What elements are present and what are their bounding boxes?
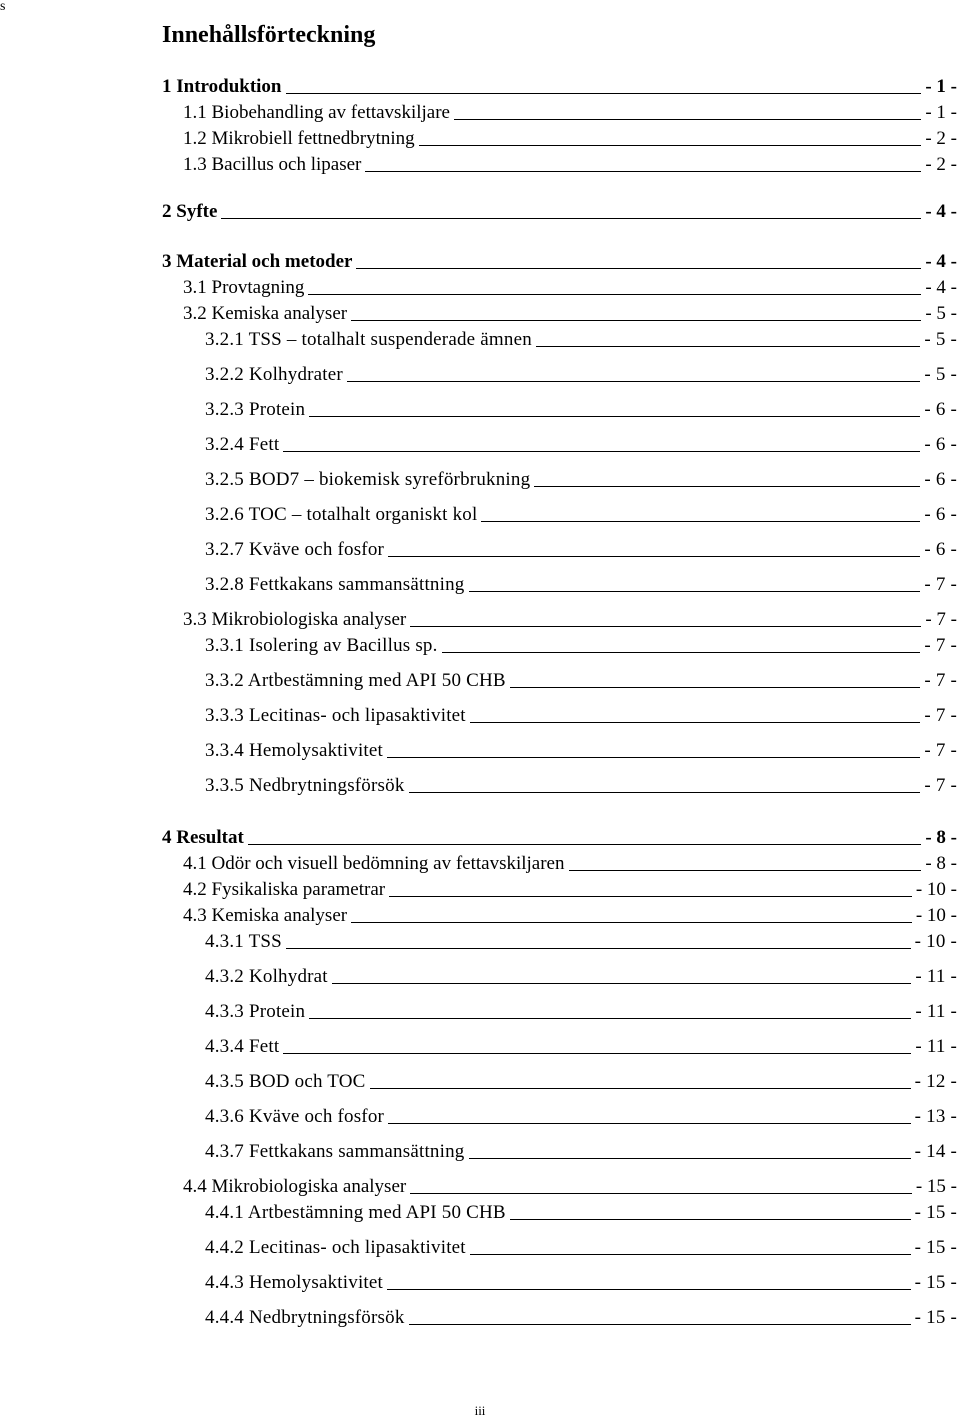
toc-page-number: - 7 - xyxy=(924,775,957,796)
toc-entry-title: 4 Resultat xyxy=(162,827,244,848)
toc-page-number: - 8 - xyxy=(925,853,957,874)
toc-leader-line xyxy=(248,844,922,845)
toc-entry-title: 4.4.2 Lecitinas- och lipasaktivitet xyxy=(205,1237,466,1258)
toc-page-number: - 7 - xyxy=(924,670,957,691)
toc-leader-line xyxy=(370,1088,911,1089)
toc-page-number: - 4 - xyxy=(925,201,957,222)
toc-entry-title: 4.3.5 BOD och TOC xyxy=(205,1071,366,1092)
toc-entry-title: 3.3.3 Lecitinas- och lipasaktivitet xyxy=(205,705,466,726)
toc-entry-title: 2 Syfte xyxy=(162,201,218,222)
toc-entry[interactable] xyxy=(0,247,960,273)
toc-entry[interactable] xyxy=(0,927,960,953)
toc-page-number: - 11 - xyxy=(915,966,957,987)
toc-page-number: - 7 - xyxy=(924,740,957,761)
toc-entry[interactable] xyxy=(0,273,960,299)
toc-leader-line xyxy=(388,556,920,557)
toc-entry[interactable] xyxy=(0,1137,960,1163)
toc-leader-line xyxy=(365,171,921,172)
toc-entry-title: 4.4.3 Hemolysaktivitet xyxy=(205,1272,384,1293)
toc-page-number: - 10 - xyxy=(914,931,957,952)
toc-page-number: - 2 - xyxy=(925,154,957,175)
toc-entry-title: 3.2.5 BOD7 – biokemisk syreförbrukning xyxy=(205,469,531,490)
toc-entry-title: 3.3.2 Artbestämning med API 50 CHB xyxy=(205,670,506,691)
toc-page-number: - 6 - xyxy=(924,399,957,420)
toc-page-number: - 7 - xyxy=(924,635,957,656)
toc-page-number: - 13 - xyxy=(914,1106,957,1127)
toc-entry[interactable] xyxy=(0,150,960,176)
toc-page-number: - 15 - xyxy=(914,1307,957,1328)
toc-entry[interactable] xyxy=(0,465,960,491)
toc-page-number: - 14 - xyxy=(914,1141,957,1162)
toc-entry[interactable] xyxy=(0,1198,960,1224)
toc-entry-title: 4.3.3 Protein xyxy=(205,1001,306,1022)
toc-leader-line xyxy=(286,948,911,949)
toc-leader-line xyxy=(469,591,921,592)
toc-entry[interactable] xyxy=(0,124,960,150)
toc-entry-title: 3.2.8 Fettkakans sammansättning xyxy=(205,574,465,595)
toc-entry[interactable] xyxy=(0,98,960,124)
toc-page-number: - 12 - xyxy=(914,1071,957,1092)
toc-leader-line xyxy=(409,1324,911,1325)
toc-page-number: - 5 - xyxy=(924,329,957,350)
toc-entry[interactable] xyxy=(0,771,960,797)
toc-leader-line xyxy=(351,320,921,321)
toc-leader-line xyxy=(470,722,921,723)
toc-leader-line xyxy=(332,983,912,984)
toc-entry-title: 3.1 Provtagning xyxy=(183,277,305,298)
toc-entry-title: 4.3 Kemiska analyser xyxy=(183,905,348,926)
toc-entry-title: 3.3 Mikrobiologiska analyser xyxy=(183,609,407,630)
toc-entry-title: 4.4.1 Artbestämning med API 50 CHB xyxy=(205,1202,506,1223)
toc-entry-title: 4.4 Mikrobiologiska analyser xyxy=(183,1176,407,1197)
toc-entry[interactable] xyxy=(0,1233,960,1259)
toc-entry-title: 3.3.1 Isolering av Bacillus sp. xyxy=(205,635,438,656)
toc-page-number: - 15 - xyxy=(914,1272,957,1293)
page-number-footer: iii xyxy=(474,1403,486,1418)
toc-entry[interactable] xyxy=(0,875,960,901)
toc-leader-line xyxy=(389,896,912,897)
toc-page-number: - 10 - xyxy=(915,905,957,926)
toc-page-number: - 7 - xyxy=(924,705,957,726)
toc-entry-title: 3.2.4 Fett xyxy=(205,434,280,455)
toc-entry[interactable] xyxy=(0,1172,960,1198)
toc-entry-title: 3.3.4 Hemolysaktivitet xyxy=(205,740,384,761)
toc-entry-title: 4.4.4 Nedbrytningsförsök xyxy=(205,1307,405,1328)
toc-entry-title: 1.1 Biobehandling av fettavskiljare xyxy=(183,102,450,123)
toc-entry[interactable] xyxy=(0,605,960,631)
toc-entry[interactable] xyxy=(0,962,960,988)
toc-entry-title: 4.1 Odör och visuell bedömning av fettavskiljaren xyxy=(183,853,565,874)
toc-entry[interactable] xyxy=(0,535,960,561)
toc-leader-line xyxy=(534,486,920,487)
page-title: Innehållsförteckning xyxy=(162,22,376,48)
toc-entry[interactable] xyxy=(0,736,960,762)
toc-entry-title: 3.2.1 TSS – totalhalt suspenderade ämnen xyxy=(205,329,532,350)
toc-leader-line xyxy=(388,1123,911,1124)
toc-leader-line xyxy=(351,922,912,923)
toc-leader-line xyxy=(470,1254,911,1255)
toc-entry[interactable] xyxy=(0,72,960,98)
toc-leader-line xyxy=(419,145,922,146)
toc-entry[interactable] xyxy=(0,997,960,1023)
toc-entry-title: 3.2.7 Kväve och fosfor xyxy=(205,539,385,560)
toc-page-number: - 5 - xyxy=(925,303,957,324)
toc-entry-title: 4.3.1 TSS xyxy=(205,931,282,952)
toc-page-number: - 15 - xyxy=(914,1237,957,1258)
toc-page-number: - 8 - xyxy=(925,827,957,848)
toc-entry-title: 3.2 Kemiska analyser xyxy=(183,303,348,324)
toc-leader-line xyxy=(569,870,922,871)
toc-page-number: - 5 - xyxy=(924,364,957,385)
toc-entry[interactable] xyxy=(0,1067,960,1093)
toc-leader-line xyxy=(283,451,920,452)
toc-page-number: - 7 - xyxy=(925,609,957,630)
toc-entry-title: 3.2.6 TOC – totalhalt organiskt kol xyxy=(205,504,478,525)
toc-leader-line xyxy=(347,381,920,382)
toc-entry[interactable] xyxy=(0,360,960,386)
toc-page-number: - 10 - xyxy=(915,879,957,900)
toc-entry-title: 3.2.2 Kolhydrater xyxy=(205,364,343,385)
toc-page-number: - 6 - xyxy=(924,504,957,525)
toc-page-number: - 7 - xyxy=(924,574,957,595)
toc-entry[interactable] xyxy=(0,631,960,657)
toc-entry-title: 4.3.2 Kolhydrat xyxy=(205,966,328,987)
toc-entry[interactable] xyxy=(0,823,960,849)
toc-entry-title: 1.3 Bacillus och lipaser xyxy=(183,154,362,175)
toc-leader-line xyxy=(442,652,921,653)
toc-entry[interactable] xyxy=(0,849,960,875)
toc-leader-line xyxy=(409,792,921,793)
toc-leader-line xyxy=(410,626,921,627)
toc-entry[interactable] xyxy=(0,570,960,596)
toc-entry[interactable] xyxy=(0,901,960,927)
toc-page-number: - 11 - xyxy=(915,1001,957,1022)
stray-mark: s xyxy=(0,0,6,14)
toc-entry[interactable] xyxy=(0,1032,960,1058)
toc-leader-line xyxy=(309,416,920,417)
toc-entry-title: 4.3.6 Kväve och fosfor xyxy=(205,1106,385,1127)
toc-leader-line xyxy=(286,93,922,94)
toc-leader-line xyxy=(469,1158,911,1159)
toc-page-number: - 6 - xyxy=(924,469,957,490)
toc-entry[interactable] xyxy=(0,701,960,727)
toc-entry-title: 4.3.7 Fettkakans sammansättning xyxy=(205,1141,465,1162)
toc-entry[interactable] xyxy=(0,1303,960,1329)
toc-entry-title: 1.2 Mikrobiell fettnedbrytning xyxy=(183,128,415,149)
toc-leader-line xyxy=(481,521,920,522)
toc-entry[interactable] xyxy=(0,430,960,456)
toc-leader-line xyxy=(356,268,921,269)
toc-entry[interactable] xyxy=(0,325,960,351)
toc-entry[interactable] xyxy=(0,1268,960,1294)
toc-entry[interactable] xyxy=(0,395,960,421)
toc-entry[interactable] xyxy=(0,1102,960,1128)
toc-leader-line xyxy=(309,1018,911,1019)
toc-leader-line xyxy=(387,1289,911,1290)
toc-entry[interactable] xyxy=(0,666,960,692)
toc-page-number: - 11 - xyxy=(915,1036,957,1057)
toc-page-number: - 6 - xyxy=(924,539,957,560)
toc-page-number: - 6 - xyxy=(924,434,957,455)
toc-entry-title: 4.3.4 Fett xyxy=(205,1036,280,1057)
toc-entry-title: 4.2 Fysikaliska parametrar xyxy=(183,879,386,900)
toc-leader-line xyxy=(221,218,921,219)
toc-page-number: - 15 - xyxy=(915,1176,957,1197)
toc-leader-line xyxy=(536,346,920,347)
toc-entry-title: 3 Material och metoder xyxy=(162,251,353,272)
toc-leader-line xyxy=(510,687,921,688)
toc-leader-line xyxy=(283,1053,911,1054)
toc-entry[interactable] xyxy=(0,299,960,325)
toc-entry-title: 1 Introduktion xyxy=(162,76,282,97)
toc-entry[interactable] xyxy=(0,500,960,526)
toc-leader-line xyxy=(308,294,921,295)
toc-leader-line xyxy=(510,1219,911,1220)
toc-page-number: - 2 - xyxy=(925,128,957,149)
toc-page-number: - 4 - xyxy=(925,251,957,272)
toc-leader-line xyxy=(387,757,920,758)
toc-page-number: - 1 - xyxy=(925,102,957,123)
toc-entry-title: 3.3.5 Nedbrytningsförsök xyxy=(205,775,405,796)
toc-leader-line xyxy=(410,1193,912,1194)
toc-leader-line xyxy=(454,119,921,120)
toc-page-number: - 1 - xyxy=(925,76,957,97)
toc-entry[interactable] xyxy=(0,197,960,223)
toc-page-number: - 15 - xyxy=(914,1202,957,1223)
toc-entry-title: 3.2.3 Protein xyxy=(205,399,306,420)
toc-page-number: - 4 - xyxy=(925,277,957,298)
